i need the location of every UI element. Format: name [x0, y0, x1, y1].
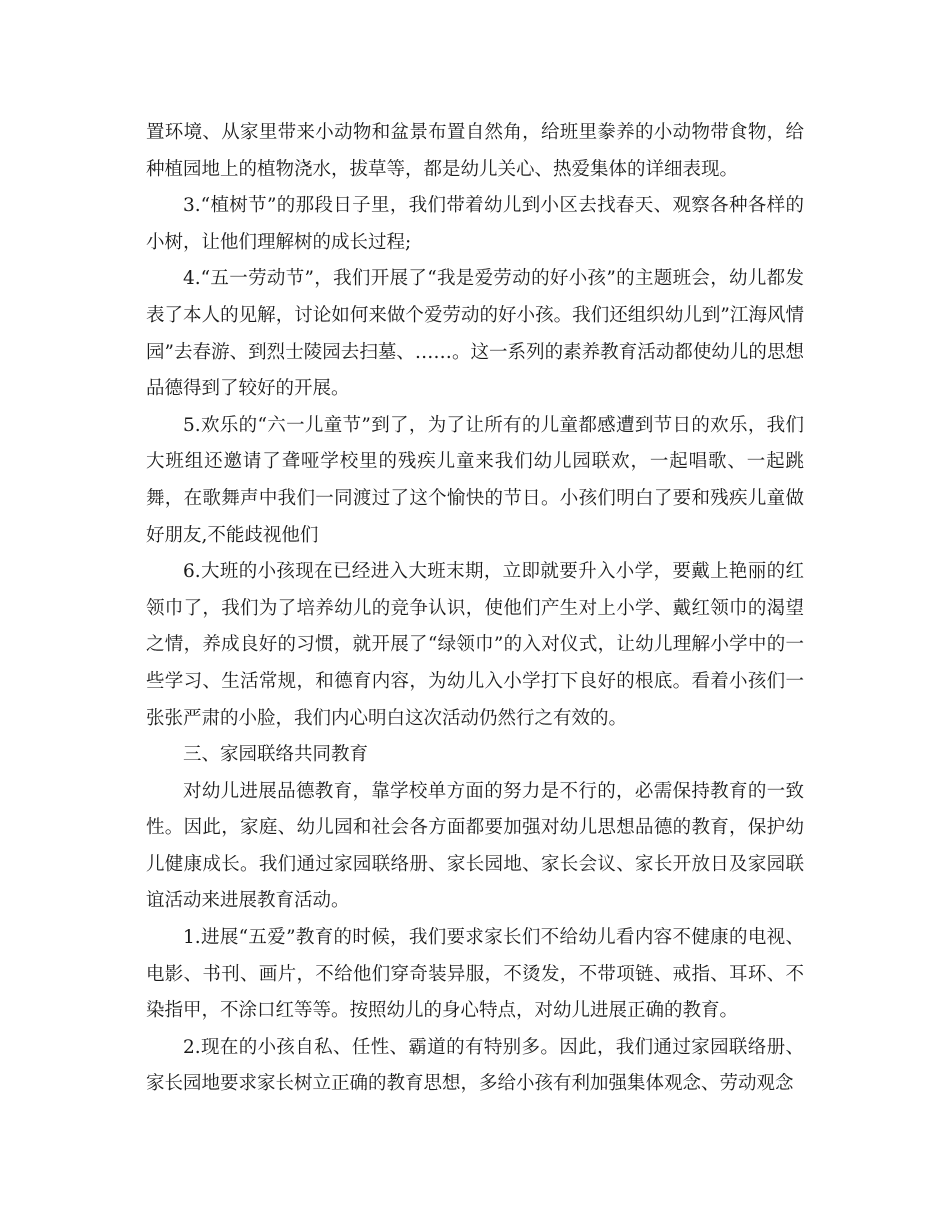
paragraph-section-intro: 对幼儿进展品德教育，靠学校单方面的努力是不行的，必需保持教育的一致性。因此，家庭、幼儿园和社会各方面都要加强对幼儿思想品德的教育，保护幼儿健康成长。我们通过家园联络册、家长园地、家长会议、家长开放日及家园联谊活动来进展教育活动。 [146, 780, 804, 912]
paragraph-continuation: 置环境、从家里带来小动物和盆景布置自然角，给班里豢养的小动物带食物，给种植园地上的植物浇水，拔草等，都是幼儿关心、热爱集体的详细表现。 [146, 122, 804, 180]
paragraph-item-2: 2.现在的小孩自私、任性、霸道的有特别多。因此，我们通过家园联络册、家长园地要求家长树立正确的教育思想，多给小孩有利加强集体观念、劳动观念 [146, 1036, 804, 1095]
paragraph-item-6: 6.大班的小孩现在已经进入大班末期，立即就要升入小学，要戴上艳丽的红领巾了，我们为了培养幼儿的竞争认识，使他们产生对上小学、戴红领巾的渴望之情，养成良好的习惯，就开展了“绿领巾”的入对仪式，让幼儿理解小学中的一些学习、生活常规，和德育内容，为幼儿入小学打下良好的根底。看着小孩们一张张严肃的小脸，我们内心明白这次活动仍然行之有效的。 [146, 561, 804, 729]
section-heading: 三、家园联络共同教育 [183, 744, 369, 766]
paragraph-item-3: 3.“植树节”的那段日子里，我们带着幼儿到小区去找春天、观察各种各样的小树，让他们理解树的成长过程; [146, 195, 804, 253]
paragraph-item-1: 1.进展“五爱”教育的时候，我们要求家长们不给幼儿看内容不健康的电视、电影、书刊、画片，不给他们穿奇装异服，不烫发，不带项链、戒指、耳环、不染指甲，不涂口红等等。按照幼儿的身心特点，对幼儿进展正确的教育。 [146, 927, 804, 1022]
paragraph-item-4: 4.“五一劳动节”，我们开展了“我是爱劳动的好小孩”的主题班会，幼儿都发表了本人的见解，讨论如何来做个爱劳动的好小孩。我们还组织幼儿到”江海风情园”去春游、到烈士陵园去扫墓、……。这一系列的素养教育活动都使幼儿的思想品德得到了较好的开展。 [146, 268, 804, 400]
paragraph-item-5: 5.欢乐的“六一儿童节”到了，为了让所有的儿童都感遭到节日的欢乐，我们大班组还邀请了聋哑学校里的残疾儿童来我们幼儿园联欢，一起唱歌、一起跳舞，在歌舞声中我们一同渡过了这个愉快的节日。小孩们明白了要和残疾儿童做好朋友,不能歧视他们 [146, 414, 804, 546]
document-body [146, 115, 804, 1103]
